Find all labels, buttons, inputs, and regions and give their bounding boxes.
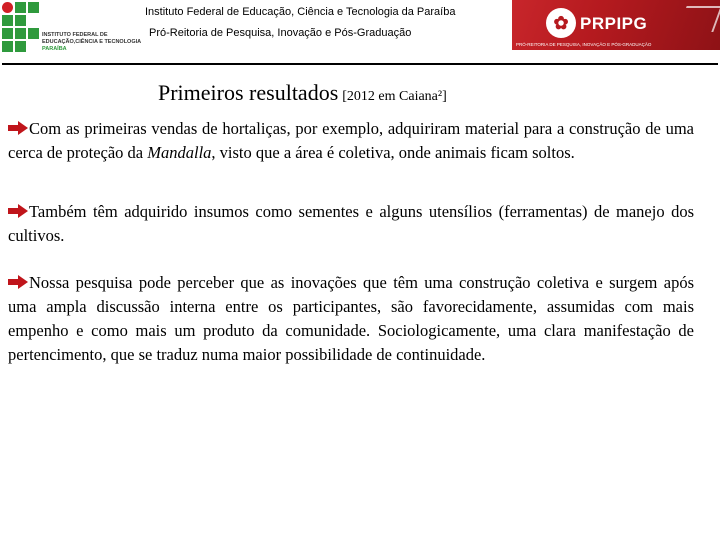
ifpb-logo-mark [2, 2, 40, 60]
arrow-right-icon [8, 275, 28, 289]
arrow-right-icon [8, 121, 28, 135]
paragraph-2 [8, 200, 694, 248]
slide-header [0, 0, 720, 66]
slide-title-citation: [2012 em Caiana²] [342, 89, 447, 104]
paragraph-3-text: Nossa pesquisa pode perceber que as inovações que têm uma construção coletiva e surgem após uma ampla discussão interna entre os participantes, são favorecidamente, assumidas com mais empenho e como mais um produto da comunidade. Sociologicamente, uma clara manifestação de pertencimento, que se traduz numa maior possibilidade de continuidade. [8, 273, 694, 364]
paragraph-2-text: Também têm adquirido insumos como sementes e alguns utensílios (ferramentas) de manejo dos cultivos. [8, 202, 694, 245]
logo-text-line3: PARAÍBA [42, 46, 67, 52]
prpipg-banner [512, 0, 720, 50]
paragraph-1-text-after: , visto que a área é coletiva, onde animais ficam soltos. [211, 143, 575, 162]
prpipg-emblem-icon: ✿ [546, 8, 576, 38]
banner-title: PRPIPG [580, 14, 648, 33]
ifpb-logo-text [42, 32, 142, 53]
header-divider [2, 63, 718, 65]
institute-name: Instituto Federal de Educação, Ciência e Tecnologia da Paraíba [145, 6, 456, 18]
logo-text-line2: EDUCAÇÃO,CIÊNCIA E TECNOLOGIA [42, 39, 142, 45]
slide-title [158, 80, 447, 106]
logo-text-line1: INSTITUTO FEDERAL DE [42, 32, 108, 38]
slide-title-text: Primeiros resultados [158, 80, 339, 105]
banner-subtitle: PRÓ-REITORIA DE PESQUISA, INOVAÇÃO E PÓS-GRADUAÇÃO [516, 42, 652, 47]
paragraph-1-text-before: Com as primeiras vendas de hortaliças, por exemplo, adquiriram material para a construção de uma cerca de proteção da [8, 119, 694, 162]
paragraph-1-emphasis: Mandalla [147, 143, 212, 162]
ifpb-logo [2, 2, 142, 60]
paragraph-1 [8, 117, 694, 165]
office-name: Pró-Reitoria de Pesquisa, Inovação e Pós-Graduação [149, 27, 412, 39]
arrow-right-icon [8, 204, 28, 218]
paragraph-3 [8, 271, 694, 367]
